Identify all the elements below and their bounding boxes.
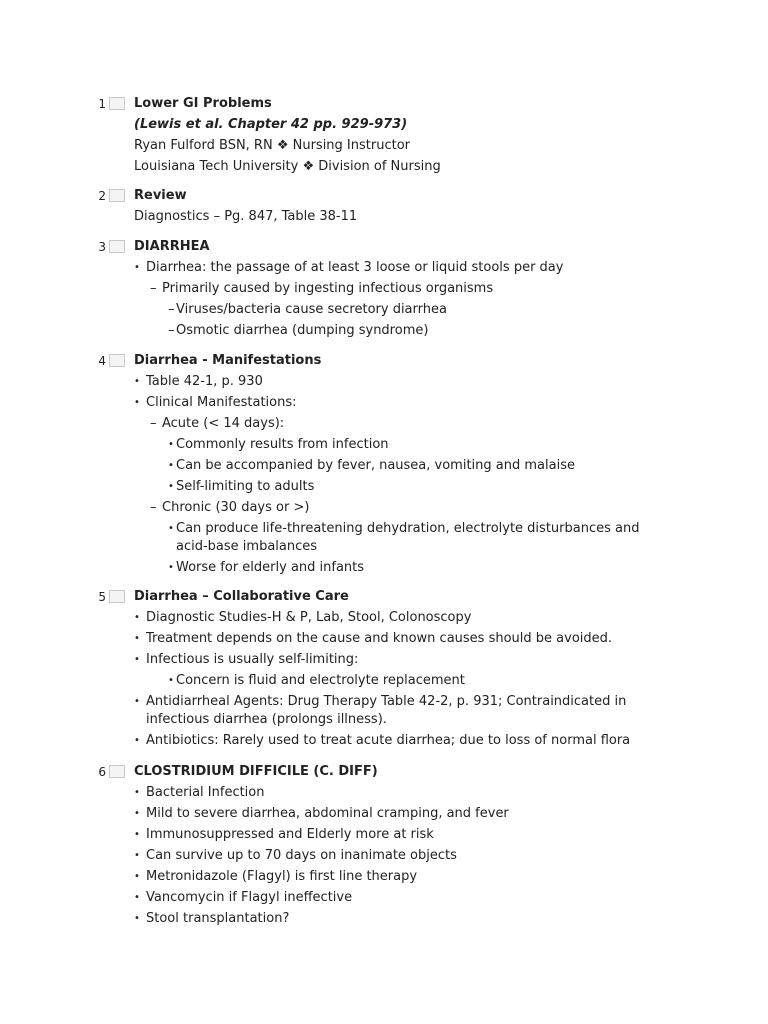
bullet-icon: •	[168, 562, 174, 573]
dash-icon: –	[150, 416, 157, 431]
bullet-icon: •	[134, 696, 140, 707]
bullet-item: • Immunosuppressed and Elderly more at risk	[134, 827, 434, 842]
bullet-icon: •	[134, 892, 140, 903]
slide-title: CLOSTRIDIUM DIFFICILE (C. DIFF)	[134, 764, 378, 779]
slide-number: 4	[98, 354, 106, 368]
slide-content	[134, 588, 694, 753]
slide-content	[134, 238, 694, 343]
bullet-item: • Commonly results from infection	[168, 437, 389, 452]
text-line: Diagnostics – Pg. 847, Table 38-11	[134, 209, 358, 224]
bullet-icon: •	[134, 654, 140, 665]
bullet-icon: •	[134, 850, 140, 861]
bullet-item: – Viruses/bacteria cause secretory diarrhea	[168, 302, 447, 317]
slide-thumbnail[interactable]	[109, 590, 125, 603]
slide-number: 6	[98, 765, 106, 779]
bullet-icon: •	[134, 871, 140, 882]
slide-content	[134, 763, 694, 931]
bullet-item: • Antibiotics: Rarely used to treat acute diarrhea; due to loss of normal flora	[134, 733, 631, 748]
slide-subtitle: (Lewis et al. Chapter 42 pp. 929-973)	[134, 117, 408, 132]
bullet-item: • Metronidazole (Flagyl) is first line therapy	[134, 869, 418, 884]
bullet-icon: •	[134, 397, 140, 408]
slide-title: Diarrhea – Collaborative Care	[134, 589, 349, 604]
bullet-item: – Chronic (30 days or >)	[150, 500, 310, 515]
bullet-item: • Clinical Manifestations:	[134, 395, 297, 410]
bullet-item: • Diarrhea: the passage of at least 3 loose or liquid stools per day	[134, 260, 564, 275]
slide-thumbnail[interactable]	[109, 189, 125, 202]
slide-content	[134, 187, 694, 229]
slide-title: Diarrhea - Manifestations	[134, 353, 322, 368]
bullet-item: • Infectious is usually self-limiting:	[134, 652, 359, 667]
bullet-icon: •	[134, 376, 140, 387]
bullet-icon: •	[134, 787, 140, 798]
bullet-item: • Can produce life-threatening dehydration, electrolyte disturbances and acid-base imbalances	[168, 521, 640, 554]
author-line: Ryan Fulford BSN, RN ❖ Nursing Instructor	[134, 138, 410, 153]
slide-title: Lower GI Problems	[134, 96, 272, 111]
bullet-icon: •	[168, 523, 174, 534]
bullet-icon: •	[134, 262, 140, 273]
bullet-icon: •	[168, 460, 174, 471]
institution-line: Louisiana Tech University ❖ Division of Nursing	[134, 159, 441, 174]
bullet-item: • Mild to severe diarrhea, abdominal cramping, and fever	[134, 806, 509, 821]
bullet-icon: •	[134, 735, 140, 746]
slide-thumbnail[interactable]	[109, 765, 125, 778]
slide-title: Review	[134, 188, 187, 203]
bullet-item: • Treatment depends on the cause and known causes should be avoided.	[134, 631, 613, 646]
bullet-icon: •	[168, 481, 174, 492]
bullet-item: • Worse for elderly and infants	[168, 560, 365, 575]
bullet-icon: •	[134, 633, 140, 644]
slide-content	[134, 95, 694, 179]
dash-icon: –	[168, 323, 175, 338]
dash-icon: –	[150, 500, 157, 515]
bullet-icon: •	[134, 808, 140, 819]
bullet-item: • Stool transplantation?	[134, 911, 290, 926]
slide-thumbnail[interactable]	[109, 97, 125, 110]
slide-number: 5	[98, 590, 106, 604]
dash-icon: –	[168, 302, 175, 317]
slide-thumbnail[interactable]	[109, 354, 125, 367]
bullet-item: • Table 42-1, p. 930	[134, 374, 263, 389]
slide-title: DIARRHEA	[134, 239, 210, 254]
bullet-item: – Primarily caused by ingesting infectious organisms	[150, 281, 494, 296]
bullet-icon: •	[134, 913, 140, 924]
bullet-item: • Bacterial Infection	[134, 785, 265, 800]
bullet-icon: •	[168, 439, 174, 450]
slide-number: 2	[98, 189, 106, 203]
bullet-item: • Can survive up to 70 days on inanimate objects	[134, 848, 457, 863]
bullet-item: – Acute (< 14 days):	[150, 416, 285, 431]
bullet-item: • Vancomycin if Flagyl ineffective	[134, 890, 353, 905]
bullet-icon: •	[168, 675, 174, 686]
bullet-icon: •	[134, 612, 140, 623]
slide-content	[134, 352, 694, 580]
bullet-item: • Concern is fluid and electrolyte replacement	[168, 673, 465, 688]
bullet-item: • Can be accompanied by fever, nausea, vomiting and malaise	[168, 458, 575, 473]
bullet-item: • Antidiarrheal Agents: Drug Therapy Table 42-2, p. 931; Contraindicated in infectious diarrhea (prolongs illness).	[134, 694, 627, 727]
slide-number: 1	[98, 97, 106, 111]
slide-thumbnail[interactable]	[109, 240, 125, 253]
bullet-item: • Diagnostic Studies-H & P, Lab, Stool, Colonoscopy	[134, 610, 472, 625]
bullet-item: • Self-limiting to adults	[168, 479, 315, 494]
slide-number: 3	[98, 240, 106, 254]
bullet-item: – Osmotic diarrhea (dumping syndrome)	[168, 323, 429, 338]
bullet-icon: •	[134, 829, 140, 840]
dash-icon: –	[150, 281, 157, 296]
